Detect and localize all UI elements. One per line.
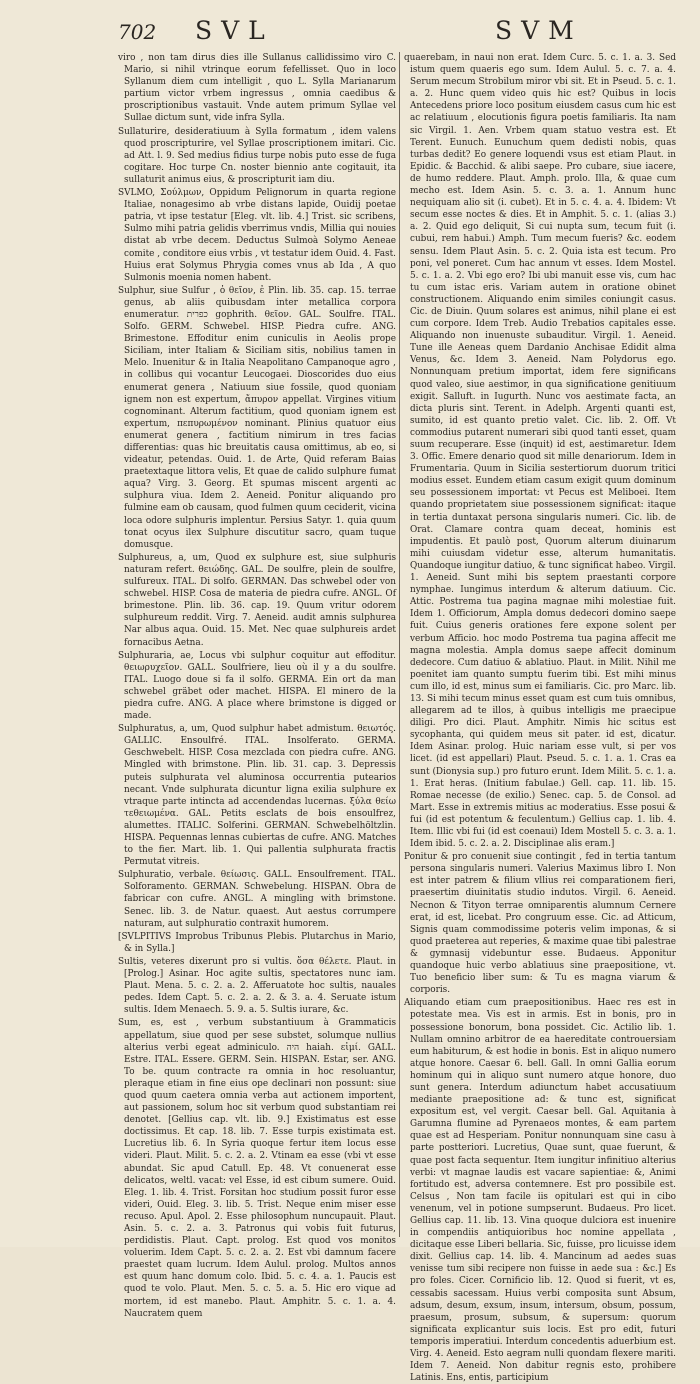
entry-paragraph: Sullaturire, desideratiuum à Sylla formatum , idem valens quod proscripturire, vel Syllae proscriptionem imitari. Cic. ad Att. l. 9. Sed medius fidius turpe nobis puto esse de fuga cogitare. Hoc turpe Cn. noster biennio ante cogitauit, ita sullaturit animus eius, & proscripturit iam diu. — [118, 126, 396, 185]
entry-paragraph: Sulphureus, a, um, Quod ex sulphure est, siue sulphuris naturam refert. θειώδης. GAL. De soulfre, plein de soulfre, sulfureux. ITAL. Di solfo. GERMAN. Das schwebel oder von schwebel. HISP. Cosa de materia de piedra cufre. ANGL. Of brimestone. Plin. lib. 36. cap. 19. Quum vritur odorem sulphureum reddit. Virg. 7. Aeneid. audit amnis sulphurea Nar albus aqua. Ouid. 15. Met. Nec quae sulphureis ardet fornacibus Aetna. — [118, 552, 396, 648]
right-column — [404, 52, 676, 1384]
entry-paragraph: Sulphuratio, verbale. θείωσις. GALL. Ensoulfrement. ITAL. Solforamento. GERMAN. Schwebelung. HISPAN. Obra de fabricar con cufre. ANGL. A mingling with brimstone. Senec. lib. 3. de Natur. quaest. Aut aestus corrumpere naturam, aut sulphuratio contraxit humorem. — [118, 870, 396, 929]
entry-paragraph: Sulphuratus, a, um, Quod sulphur habet admistum. θειωτός. GALLIC. Ensoulfré. ITAL. Insolferato. GERMA. Geschwebelt. HISP. Cosa mezclada con piedra cufre. ANG. Mingled with brimstone. Plin. lib. 31. cap. 3. Depressis puteis sulphurata vel aluminosa occurrentia putearios necant. Vnde sulphurata dicuntur ligna exilia sulphure ex vtraque parte intincta ad accendendas lucernas. ξύλα θείω τεθειωμένα. GAL. Petits esclats de bois ensoulfrez, alumettes. ITALIC. Solferini. GERMAN. Schwebelhöltzlin. HISPA. Pequennas lennas cubiertas de cufre. ANG. Matches to the fier. Mart. lib. 1. Qui pallentia sulphurata fractis Permutat vitreis. — [118, 724, 396, 868]
running-head-left: SVL — [195, 16, 274, 45]
column-divider — [399, 52, 400, 1237]
entry-paragraph: Aliquando etiam cum praepositionibus. Haec res est in potestate mea. Vis est in armis. Est in bonis, pro in possessione bonorum, bona possidet. Cic. Actilio lib. 1. Nullam omnino arbitror de ea haereditate controuersiam eum habiturum, & est hodie in bonis. Est in aliquo numero atque honore. Caesar 6. bell. Gall. In omni Gallia eorum hominum qui in aliquo sunt numero atque honore, duo sunt genera. Interdum adiunctum habet accusatiuum mediante praepositione ad: & tunc est, significat expositum est, vel vergit. Caesar bell. Gal. Aquitania à Garumna flumine ad Pyrenaeos montes, & eam partem quae est ad Hesperiam. Ponitur nonnunquam sine casu à parte postteriori. Lucretius, Quae sunt, quae fuerunt, & quae post facta sequentur. Item iungitur infinitiuo alterius verbi: vt magnae laudis est vacare sapientiae: &, Animi fortitudo est, adversa contemnere. Est pro possibile est. Celsus , Non tam facile iis opitulari est qui in cibo venenum, vel in potione sumpserunt. Budaeus. Pro licet. Gellius cap. 11. lib. 13. Vina quoque dulciora est inuenire in compendiis antiquioribus hoc nomine appellata , dicitaque esse Liberi bellaria. Sic, fuisse, pro licuisse idem dixit. Gellius cap. 14. lib. 4. Mancinum ad aedes suas venisse tum sibi recipere non fuisse in aede sua : &c.] Es pro foles. Cicer. Cornificio lib. 12. Quod si fuerit, vt es, cessabis sacessam. Huius verbi composita sunt Absum, adsum, desum, exsum, insum, intersum, obsum, possum, praesum, prosum, subsum, & supersum: quorum significata explicantur suis locis. Est pro edit, futuri temporis imperatiui. Interdum concedentis aduerbium est. Virg. 4. Aeneid. Esto aegram nulli quondam flexere mariti. Idem 7. Aeneid. Non dabitur regnis esto, prohibere Latinis. Ens, entis, participium — [404, 998, 676, 1384]
left-column — [118, 52, 397, 1319]
entry-paragraph: Sum, es, est , verbum substantiuum à Grammaticis appellatum, siue quod per sese substet, solumque nullius alterius verbi egeat adminiculo. היה haiah. εἰμί. GALL. Estre. ITAL. Essere. GERM. Sein. HISPAN. Estar, ser. ANG. To be. quum contracte ra omnia in hoc resoluantur, pleraque etiam in fine eius ope declinari non possunt: siue quod quum caetera omnia verba aut actionem importent, aut passionem, solum hoc sit verbum quod substantiam rei denotet. [Gellius cap. vlt. lib. 9.] Existimatus est esse doctissimus. Et cap. 18. lib. 7. Esse turpis existimata est. Lucretius lib. 6. In Syria quoque fertur item locus esse videri. Plaut. Milit. 5. c. 2. a. 2. Vtinam ea esse (vbi vt esse abundat. Sic apud Catull. Ep. 48. Vt conuenerat esse delicatos, weltl. vacat: vel Esse, id est cibum sumere. Ouid. Eleg. 1. lib. 4. Trist. Forsitan hoc studium possit furor esse videri, Ouid. Eleg. 3. lib. 5. Trist. Neque enim miser esse recuso. Apul. Apol. 2. Esse philosophum nuncupauit. Plaut. Asin. 5. c. 2. a. 3. Patronus qui vobis fuit futurus, perdidistis. Plaut. Capt. prolog. Est quod vos monitos voluerim. Idem Capt. 5. c. 2. a. 2. Est vbi damnum facere praestet quam lucrum. Idem Aulul. prolog. Multos annos est quum hanc domum colo. Ibid. 5. c. 4. a. 1. Paucis est quod te volo. Plaut. Men. 5. c. 5. a. 5. Hic ero vique ad mortem, id est manebo. Plaut. Amphitr. 5. c. 1. a. 4. Naucratem quem — [118, 1018, 396, 1319]
page-number: 702 — [118, 20, 157, 44]
page-header — [0, 12, 700, 46]
entry-paragraph: Ponitur & pro conuenit siue contingit , fed in tertia tantum persona singularis numeri. Valerius Maximus libro I. Non est inter patrem & filium vllius rei comparationem fieri, praesertim diuinitatis studio indutos. Virgil. 6. Aeneid. Necnon & Tityon terrae omniparentis alumnum Cernere erat, id est, licebat. Pro congruum esse. Cic. ad Atticum, Signis quam commodissime poteris velim imponas, & si quod praeterea aut reperies, & maxime quae tibi palestrae & gymnasij videbuntur esse. Budaeus. Apponitur quandoque huic verbo ablatiuus sine praepositione, vt. Tuo beneficio liber sum: & Tu es magna viarum & corporis. — [404, 852, 676, 996]
entry-paragraph: Sulphur, siue Sulfur , ὁ θεῖον, ἐ Plin. lib. 35. cap. 15. terrae genus, ab aliis quibusdam inter metallica corpora enumeratur. כפרית gophrith. θεῖον. GAL. Soulfre. ITAL. Solfo. GERM. Schwebel. HISP. Piedra cufre. ANG. Brimestone. Effoditur enim cuniculis in Aeolis prope Siciliam, inter Italiam & Siciliam sitis, nobilius tamen in Melo. Inuenitur & in Italia Neapolitano Campanoque agro , in collibus qui vocantur Leucogaei. Dioscorides duo eius enumerat genera , Natiuum siue fossile, quod quoniam ignem non est expertum, ἄπυρον appellat. Virgines vitium cognominant. Alterum factitium, quod quoniam ignem est expertum, πεπυρωμένον nominant. Plinius quatuor eius enumerat genera , factitium nimirum in tres facias differentias: quas hic breuitatis causa omittimus, ab eo, si videatur, petendas. Ouid. 1. de Arte, Quid referam Baias praetextaque littora velis, Et quae de calido sulphure fumat aqua? Virg. 3. Georg. Et spumas miscent argenti ac sulphura viua. Idem 2. Aeneid. Ponitur aliquando pro fulmine eam ob causam, quod fulmen quum ceciderit, vicina loca odore sulphuris implentur. Persius Satyr. 1. quia quum tonat ocyus ilex Sulphure discutitur sacro, quam tuque domusque. — [118, 285, 397, 550]
running-head-right: SVM — [495, 16, 583, 45]
entry-paragraph: viro , non tam dirus dies ille Sullanus callidissimo viro C. Mario, si nihil vtrinque eorum fefellisset. Quo in loco Syllanum diem cum intelligit , quo L. Sylla Marianarum partium victor vrbem ingressus , omnia caedibus & proscriptionibus vastauit. Vnde autem primum Syllae vel Sullae dictum sunt, vide infra Sylla. — [118, 53, 396, 124]
entry-paragraph: [SVLPITIVS Improbus Tribunus Plebis. Plutarchus in Mario, & in Sylla.] — [118, 931, 396, 954]
entry-paragraph: Sultis, veteres dixerunt pro si vultis. ὅσα θέλετε. Plaut. in [Prolog.] Asinar. Hoc agite sultis, spectatores nunc iam. Plaut. Mena. 5. c. 2. a. 2. Afferuatote hoc sultis, nauales pedes. Idem Capt. 5. c. 2. a. 2. & 3. a. 4. Seruate istum sultis. Idem Menaech. 5. 9. a. 5. Sultis iurare, &c. — [118, 956, 396, 1016]
entry-paragraph: SVLMO, Σούλμων, Oppidum Pelignorum in quarta regione Italiae, nonagesimo ab vrbe distans lapide, Ouidij poetae patria, vt ipse testatur [Eleg. vlt. lib. 4.] Trist. sic scribens, Sulmo mihi patria gelidis vberrimus vndis, Millia qui nouies distat ab vrbe decem. Deductus Sulmoà Solymo Aeneae comite , conditore eius vrbis , vt testatur idem Ouid. 4. Fast. Huius erat Solymus Phrygia comes vnus ab Ida , A quo Sulmonis moenia nomen habent. — [118, 188, 396, 283]
entry-paragraph: Sulphuraria, ae, Locus vbi sulphur coquitur aut effoditur. θειωρυχεῖον. GALL. Soulfriere, lieu où il y a du soulfre. ITAL. Luogo doue si fa il solfo. GERMA. Ein ort da man schwebel gräbet oder machet. HISPA. El minero de la piedra cufre. ANG. A place where brimstone is digged or made. — [118, 650, 396, 722]
entry-paragraph: quaerebam, in naui non erat. Idem Curc. 5. c. 1. a. 3. Sed istum quem quaeris ego sum. Idem Aulul. 5. c. 7. a. 4. Serum mecum Strobilum miror vbi sit. Et in Pseud. 5. c. 1. a. 2. Hunc quem video quis hic est? Quibus in locis Antecedens priore loco positum eiusdem casus cum hic est ac relatiuum , elocutionis figura poetis familiaris. Ita nam sic Virgil. 1. Aen. Vrbem quam statuo vestra est. Et Terent. Eunuch. Eunuchum quem dedisti nobis, quas turbas dedit? Eo genere loquendi vsus est etiam Plaut. in Epidic. & Bacchid. & alibi saepe. Pro cubare, siue iacere, de humo reddere. Plaut. Amph. prolo. Illa, & quae cum mecho est. Idem Asin. 5. c. 3. a. 1. Annum hunc nequiquam alio sit (i. cubet). Et in 5. c. 4. a. 4. Ibidem: Vt secum esse noctes & dies. Et in Amphit. 5. c. 1. (alias 3.) a. 2. Quid ego deliquit, Si cui nupta sum, tecum fuit (i. cubui, rem habui.) Amph. Tum mecum fueris? &c. eodem sensu. Idem Plaut Asin. 5. c. 2. Quia ista est tecum. Pro poni, vel poneret. Cum hac annum vt esses. Idem Mostel. 5. c. 1. a. 2. Vbi ego ero? Ibi ubi manuit esse vis, cum hac tu cum istac eris. Variam autem in oratione obinet constructionem. Aliquando enim similes coniungit casus. Cic. de Diuin. Quum solares est animus, nihil plane ei est cum corpore. Idem Treb. Audio Trebatios capitales esse. Aliquando non inuenuste subauditur. Virgil. 1. Aeneid. Tune ille Aeneas quem Dardanio Anchisae Edidit alma Venus, &c. Idem 3. Aeneid. Nam Polydorus ego. Nonnunquam pretium importat, idem fere significans quod valeo, siue aestimor, in qua significatione genitiuum exigit. Salluft. in Iugurth. Nunc vos aestimate facta, an dicta pluris sint. Terent. in Adelph. Argenti quanti est, sumito, id est quanto pretio valet. Cic. lib. 2. Off. Vt commodius putarent numerari sibi quod tanti esset, quam suum recuperare. Esse (inquit) id est, aestimaretur. Idem 3. Offic. Emere denario quod sit mille denariorum. Idem in Frumentaria. Quum in Sicilia sestertiorum duorum tritici modius esset. Eundem etiam casum exigit quum dominum seu possessionem importat: vt Pecus est Meliboei. Item quando proprietatem siue possessionem significat: itaque in tertia duntaxat persona singularis numeri. Cic. lib. de Orat. Clamare contra quam deceat, hominis est impudentis. Et paulò post, Quorum alterum diuinarum mihi cuiusdam videtur esse, alterum humanitatis. Quandoque iungitur datiuo, & tunc significat habeo. Virgil. 1. Aeneid. Sunt mihi bis septem praestanti corpore nymphae. Iungimus interdum & alterum datiuum. Cic. Attic. Postrema tua pagina magnae mihi molestiae fuit. Idem 1. Officiorum, Ampla domus dedecori domino saepe fuit. Cuius generis orationes fere expone solent per verbum Afficio. hoc modo Postrema tua pagina affecit me magna molestia. Ampla domus saepe affecit dominum dedecore. Cum datiuo & ablatiuo. Plaut. in Milit. Nihil me poenitet iam quanto sumptu fuerim tibi. Est mihi minus cum illo, id est, minus sum ei familiaris. Cic. pro Marc. lib. 13. Si mihi tecum minus esset quam est cum tuis omnibus, allegarem ad te illos, à quibus intelligis me praecipue diligi. Pro dici. Plaut. Amphitr. Nimis hic scitus est sycophanta, qui quidem meus sit pater. id est, dicatur. Idem Asinar. prolog. Huic nariam esse vult, si per vos licet. (id est appellari) Plaut. Pseud. 5. c. 1. a. 1. Cras ea sunt (Dionysia sup.) pro futuro erunt. Idem Milit. 5. c. 1. a. 1. Erat heras. (Initium fabulae.) Gell. cap. 11. lib. 15. Romae necesse (de exilio.) Senec. cap. 5. de Consol. ad Mart. Esse in extremis mitius ac moderatius. Esse posui & fui (id est potentum & feculentum.) Gellius cap. 1. lib. 4. Item. Illic vbi fui (id est coenaui) Idem Mostell 5. c. 3. a. 1. Idem ibid. 5. c. 2. a. 2. Disciplinae alis eram.] — [404, 53, 676, 850]
